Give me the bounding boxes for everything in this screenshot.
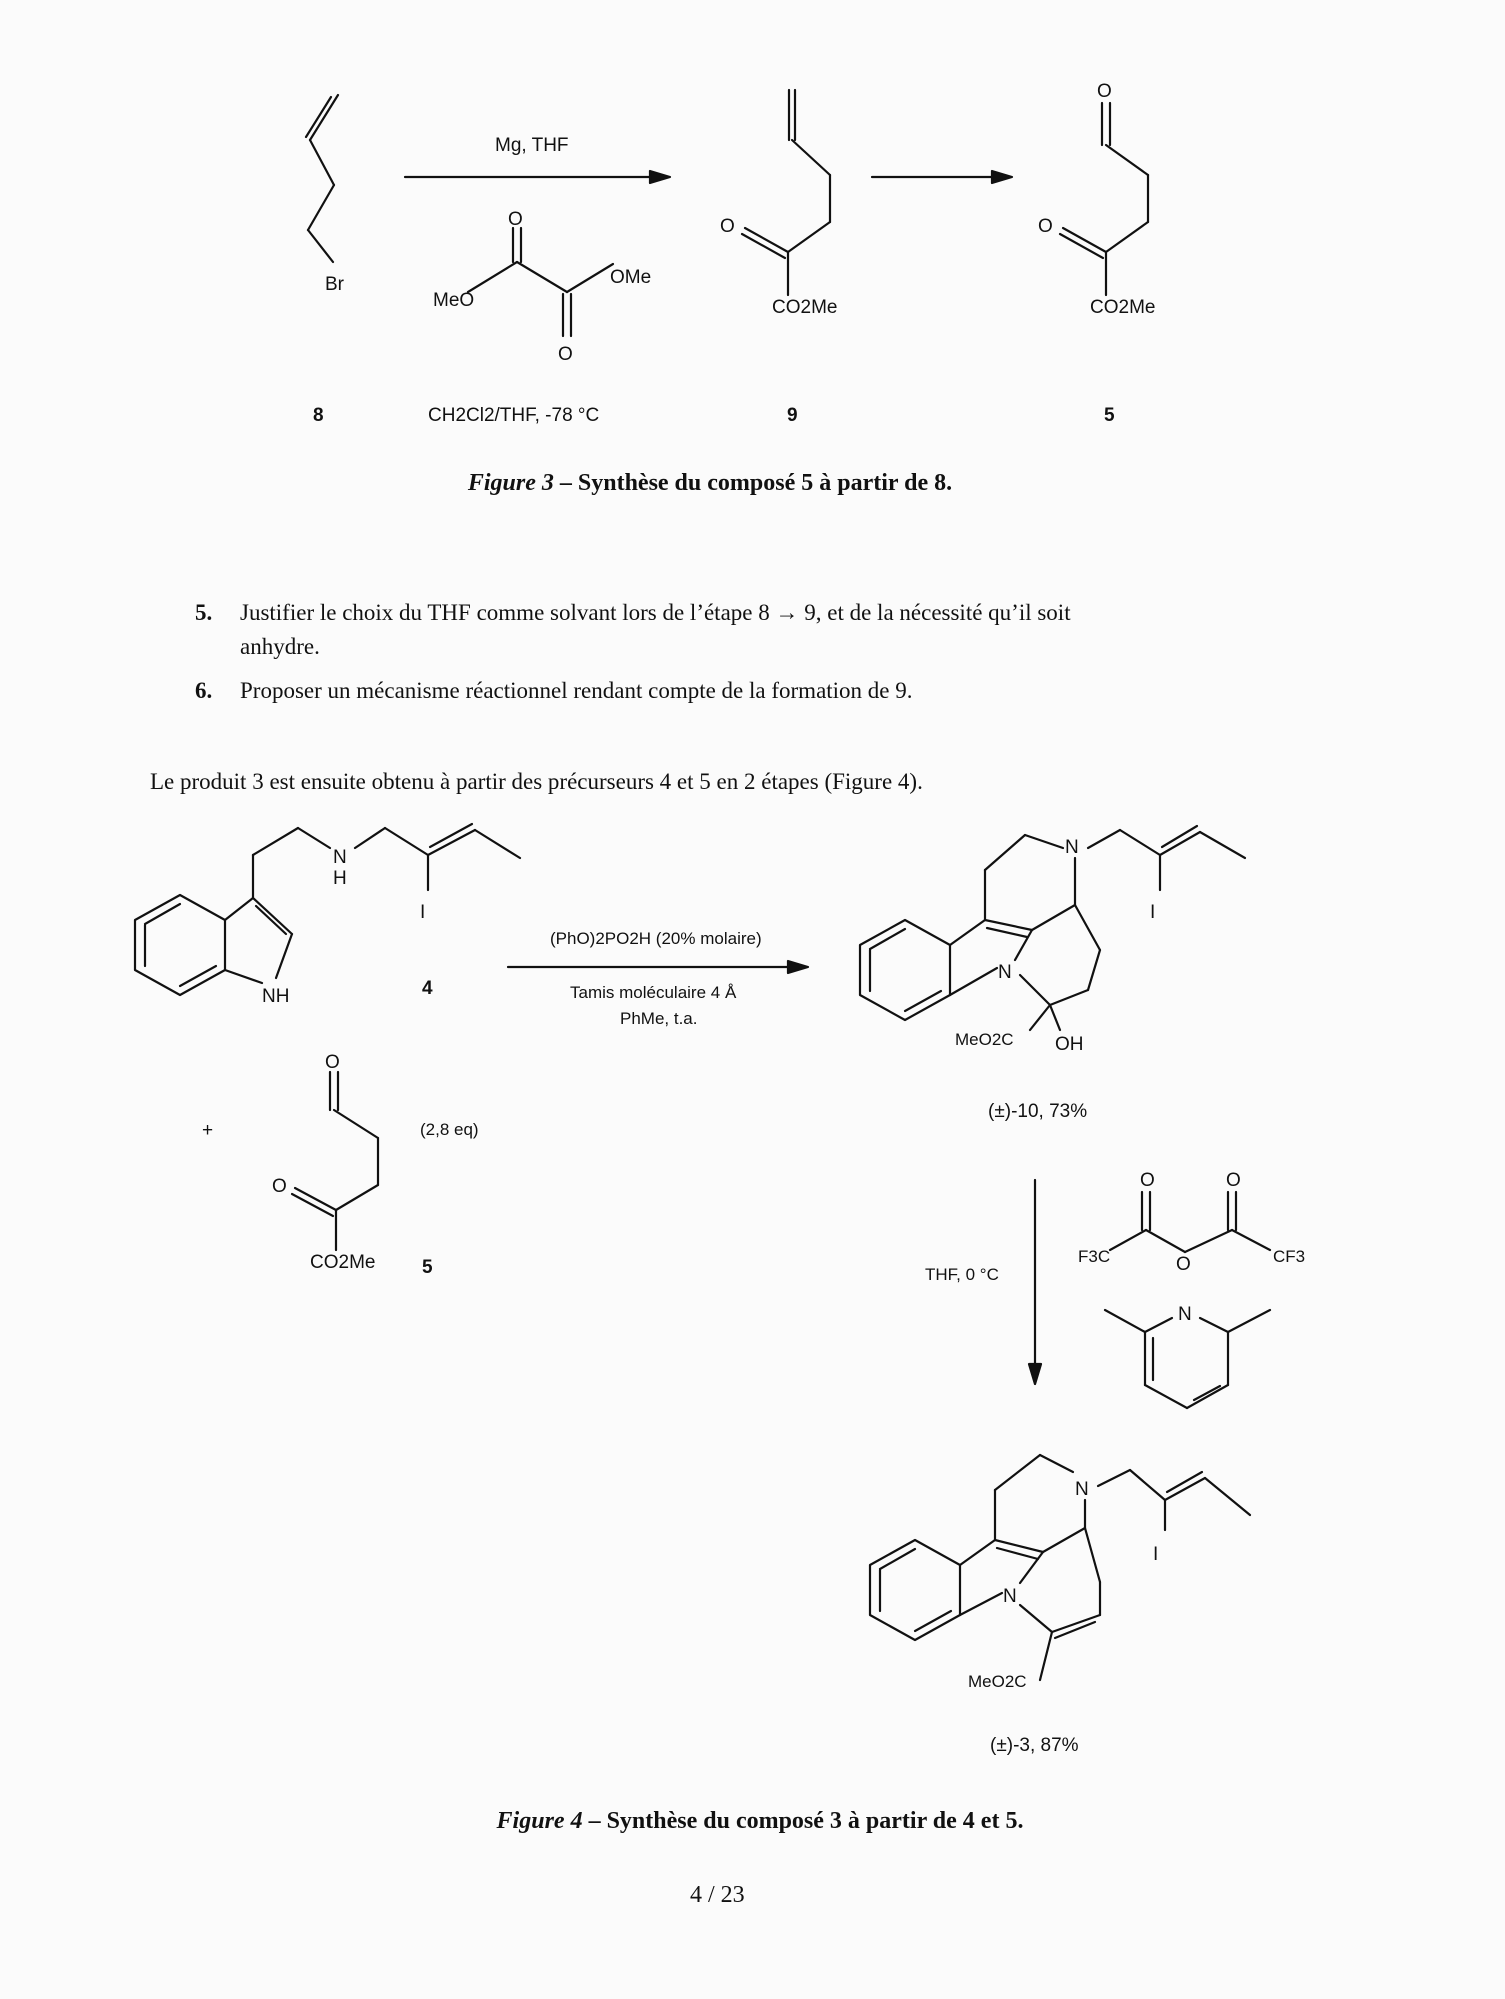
amine-n: N bbox=[333, 847, 347, 868]
compound-5-fig4-structure bbox=[272, 1052, 378, 1273]
figure-4-caption-text: – Synthèse du composé 3 à partir de 4 et 5. bbox=[582, 1808, 1024, 1834]
compound-8-structure bbox=[306, 95, 345, 295]
indole-nh: NH bbox=[262, 986, 290, 1007]
compound-9-structure bbox=[720, 90, 837, 318]
question-5-text-line1: Justifier le choix du THF comme solvant lors de l’étape 8 → 9, et de la nécessité qu’il soit bbox=[240, 600, 1071, 625]
arrow-step-2 bbox=[925, 1180, 1041, 1384]
solvent-temperature: PhMe, t.a. bbox=[620, 1009, 698, 1028]
intro-paragraph: Le produit 3 est ensuite obtenu à partir des précurseurs 4 et 5 en 2 étapes (Figure 4). bbox=[150, 769, 923, 794]
compound-9-ester: CO2Me bbox=[772, 297, 838, 318]
plus-sign: + bbox=[202, 1120, 214, 1141]
dimethyl-oxalate-structure bbox=[433, 209, 651, 365]
label-compound-3: (±)-3, 87% bbox=[990, 1735, 1079, 1756]
figure-3-caption bbox=[300, 470, 1120, 497]
compound-3-iodine: I bbox=[1153, 1544, 1159, 1565]
question-6 bbox=[195, 674, 1315, 708]
bromine-label: Br bbox=[325, 274, 344, 295]
fig4-5-aldehyde-oxygen: O bbox=[325, 1052, 340, 1073]
question-6-number: 6. bbox=[195, 678, 213, 703]
compound-4-structure bbox=[135, 824, 520, 1007]
figure-4-caption-prefix: Figure 4 bbox=[496, 1808, 583, 1834]
fig4-5-ketone-oxygen: O bbox=[272, 1176, 287, 1197]
tfaa-bridge-oxygen: O bbox=[1176, 1254, 1191, 1275]
compound-10-n-indole: N bbox=[998, 962, 1012, 983]
figure-3-caption-prefix: Figure 3 bbox=[467, 470, 554, 496]
oxalate-top-oxygen: O bbox=[508, 209, 523, 230]
oxalate-meo: MeO bbox=[433, 290, 475, 311]
label-compound-5-fig4: 5 bbox=[422, 1257, 433, 1278]
label-compound-8: 8 bbox=[313, 405, 324, 426]
compound-5-aldehyde-oxygen: O bbox=[1097, 81, 1112, 102]
figure-4-caption bbox=[380, 1808, 1140, 1835]
molecular-sieve: Tamis moléculaire 4 Å bbox=[570, 983, 737, 1002]
compound-10-hydroxyl: OH bbox=[1055, 1034, 1084, 1055]
label-compound-4: 4 bbox=[422, 978, 433, 999]
fig4-5-ester: CO2Me bbox=[310, 1252, 376, 1273]
arrow-step-1 bbox=[508, 929, 808, 1028]
question-5-text-line2: anhydre. bbox=[240, 634, 320, 659]
compound-10-n-amine: N bbox=[1065, 837, 1079, 858]
label-compound-9: 9 bbox=[787, 405, 798, 426]
tfaa-cf3-left: F3C bbox=[1078, 1247, 1111, 1266]
tfaa-cf3-right: CF3 bbox=[1273, 1247, 1306, 1266]
compound-10-ester: MeO2C bbox=[955, 1030, 1014, 1049]
compound-3-structure bbox=[870, 1455, 1250, 1691]
compound-4-iodine: I bbox=[420, 902, 426, 923]
tfaa-oxygen-left: O bbox=[1140, 1170, 1155, 1191]
equivalents: (2,8 eq) bbox=[420, 1120, 479, 1139]
reagent-solvent-temperature: CH2Cl2/THF, -78 °C bbox=[428, 405, 600, 426]
catalyst: (PhO)2PO2H (20% molaire) bbox=[550, 929, 762, 948]
amine-h: H bbox=[333, 868, 347, 889]
step-2-conditions: THF, 0 °C bbox=[925, 1265, 999, 1284]
label-compound-10: (±)-10, 73% bbox=[988, 1101, 1088, 1122]
compound-3-n-amine: N bbox=[1075, 1479, 1089, 1500]
label-compound-5: 5 bbox=[1104, 405, 1115, 426]
oxalate-bottom-oxygen: O bbox=[558, 344, 573, 365]
lutidine-structure bbox=[1105, 1304, 1270, 1408]
figure-3-caption-text: – Synthèse du composé 5 à partir de 8. bbox=[553, 470, 953, 496]
compound-5-structure bbox=[1038, 81, 1155, 318]
arrow-9-to-5 bbox=[872, 171, 1012, 183]
question-5-number: 5. bbox=[195, 600, 213, 625]
question-6-text: Proposer un mécanisme réactionnel rendant compte de la formation de 9. bbox=[240, 678, 913, 703]
lutidine-nitrogen: N bbox=[1178, 1304, 1192, 1325]
compound-10-iodine: I bbox=[1150, 902, 1156, 923]
oxalate-ome: OMe bbox=[610, 267, 652, 288]
page-number: 4 / 23 bbox=[690, 1882, 745, 1908]
compound-5-ketone-oxygen: O bbox=[1038, 216, 1053, 237]
question-5 bbox=[195, 596, 1315, 664]
compound-5-ester: CO2Me bbox=[1090, 297, 1156, 318]
trifluoroacetic-anhydride-structure bbox=[1078, 1170, 1305, 1275]
compound-3-n-indole: N bbox=[1003, 1586, 1017, 1607]
reagent-mg-thf: Mg, THF bbox=[495, 135, 569, 156]
tfaa-oxygen-right: O bbox=[1226, 1170, 1241, 1191]
compound-3-ester: MeO2C bbox=[968, 1672, 1027, 1691]
compound-10-structure bbox=[860, 826, 1245, 1055]
arrow-8-to-9 bbox=[405, 135, 670, 183]
compound-9-oxygen: O bbox=[720, 216, 735, 237]
